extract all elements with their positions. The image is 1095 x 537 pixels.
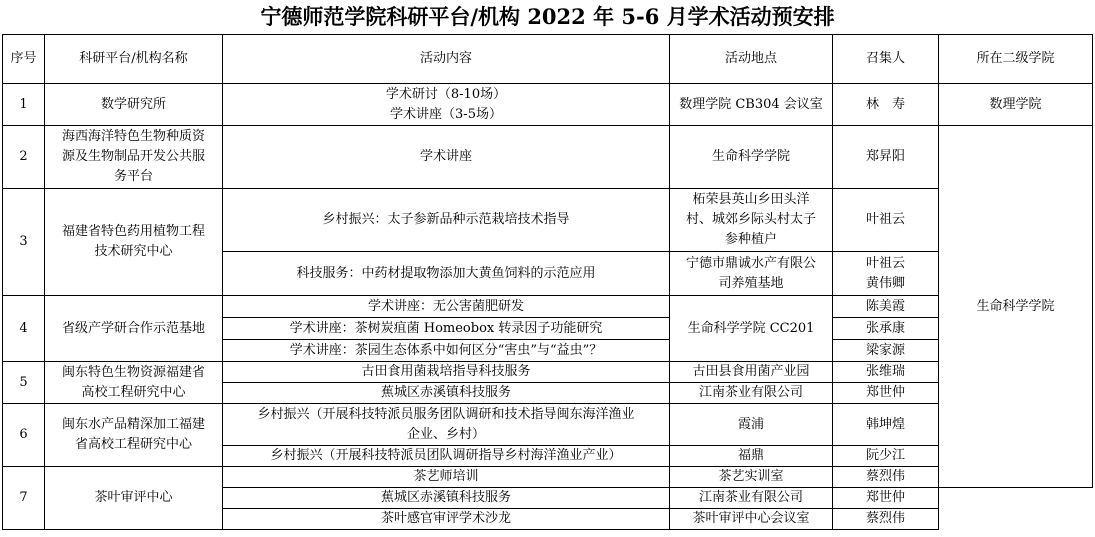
activity-location: 茶叶审评中心会议室: [670, 509, 833, 530]
activity-location: 生命科学学院: [670, 126, 833, 189]
platform-name: [45, 404, 223, 467]
row-number: 1: [3, 84, 45, 126]
platform-line: 闽东特色生物资源福建省: [61, 364, 205, 380]
activity-location: 古田县食用菌产业园: [670, 362, 833, 383]
activity-content: 学术讲座：茶树炭疽菌 Homeobox 转录因子功能研究: [223, 318, 670, 340]
activity-content: [223, 84, 670, 126]
convener: 蔡烈伟: [833, 467, 939, 488]
convener: 韩坤煌: [833, 404, 939, 446]
header-college: 所在二级学院: [939, 35, 1093, 84]
location-line: 村、城郊乡际头村太子: [685, 212, 816, 227]
activity-location: 江南茶业有限公司: [670, 383, 833, 404]
header-content: 活动内容: [223, 35, 670, 84]
table-row: [3, 189, 1093, 252]
platform-line: 海西海洋特色生物种质资: [61, 129, 205, 144]
college: 生命科学学院: [939, 126, 1093, 488]
activity-content: 乡村振兴（开展科技特派员团队调研指导乡村海洋渔业产业）: [223, 446, 670, 467]
convener: 阮少江: [833, 446, 939, 467]
header-location: 活动地点: [670, 35, 833, 84]
convener: 郑世仲: [833, 383, 939, 404]
platform-line: 技术研究中心: [94, 244, 173, 259]
activity-line: 乡村振兴（开展科技特派员服务团队调研和技术指导闽东海洋渔业: [257, 406, 635, 422]
platform-line: 福建省特色药用植物工程: [61, 224, 205, 239]
convener: [833, 252, 939, 296]
convener: 梁家源: [833, 340, 939, 362]
convener: 张维瑞: [833, 362, 939, 383]
row-number: 5: [3, 362, 45, 404]
platform-name: 省级产学研合作示范基地: [45, 296, 223, 362]
header-platform: 科研平台/机构名称: [45, 35, 223, 84]
row-number: 3: [3, 189, 45, 296]
table-row: [3, 126, 1093, 189]
activity-location: 生命科学学院 CC201: [670, 296, 833, 362]
location-line: 宁德市鼎诚水产有限公: [685, 255, 816, 271]
activity-table: [2, 34, 1093, 530]
row-number: 6: [3, 404, 45, 467]
header-no: 序号: [3, 35, 45, 84]
row-number: 7: [3, 467, 45, 530]
activity-content: [223, 404, 670, 446]
activity-content: 学术讲座：无公害菌肥研发: [223, 296, 670, 318]
header-convener: 召集人: [833, 35, 939, 84]
activity-content: 蕉城区赤溪镇科技服务: [223, 488, 670, 509]
convener: 蔡烈伟: [833, 509, 939, 530]
activity-content: 学术讲座：茶园生态体系中如何区分“害虫”与“益虫”？: [223, 340, 670, 362]
activity-line: 企业、乡村）: [406, 426, 485, 442]
activity-location: 霞浦: [670, 404, 833, 446]
convener: 郑昇阳: [833, 126, 939, 189]
activity-location: 江南茶业有限公司: [670, 488, 833, 509]
activity-location: 茶艺实训室: [670, 467, 833, 488]
activity-content: 学术讲座: [223, 126, 670, 189]
location-line: 司养殖基地: [718, 275, 784, 291]
row-number: 4: [3, 296, 45, 362]
platform-name: [45, 362, 223, 404]
activity-line: 学术讲座（3-5场）: [390, 106, 502, 122]
convener-line: 叶祖云: [865, 255, 905, 271]
activity-location: [670, 189, 833, 252]
platform-line: 高校工程研究中心: [81, 384, 186, 400]
platform-name: [45, 126, 223, 189]
table-row: [3, 404, 1093, 446]
activity-line: 学术研讨（8-10场）: [385, 86, 507, 102]
platform-line: 源及生物制品开发公共服: [61, 149, 205, 164]
location-line: 柘荣县英山乡田头洋: [692, 192, 810, 207]
convener: 陈美霞: [833, 296, 939, 318]
table-row: [3, 362, 1093, 383]
activity-location: 福鼎: [670, 446, 833, 467]
page-title: 宁德师范学院科研平台/机构 2022 年 5-6 月学术活动预安排: [260, 4, 835, 29]
row-number: 2: [3, 126, 45, 189]
table-row: [3, 467, 1093, 488]
activity-content: 古田食用菌栽培指导科技服务: [223, 362, 670, 383]
activity-content: 乡村振兴：太子参新品种示范栽培技术指导: [223, 189, 670, 252]
convener: 郑世仲: [833, 488, 939, 509]
convener: 林 寿: [833, 84, 939, 126]
platform-name: [45, 189, 223, 296]
convener: 张承康: [833, 318, 939, 340]
location-line: 参种植户: [724, 232, 777, 247]
college: 数理学院: [939, 84, 1093, 126]
activity-content: 科技服务：中药材提取物添加大黄鱼饲料的示范应用: [223, 252, 670, 296]
header-row: [3, 35, 1093, 84]
platform-line: 省高校工程研究中心: [74, 437, 192, 452]
convener: 叶祖云: [833, 189, 939, 252]
table-row: [3, 296, 1093, 318]
activity-content: 茶艺师培训: [223, 467, 670, 488]
table-row: [3, 84, 1093, 126]
activity-content: 茶叶感官审评学术沙龙: [223, 509, 670, 530]
platform-line: 闽东水产品精深加工福建: [61, 417, 205, 432]
platform-name: 数学研究所: [45, 84, 223, 126]
platform-name: 茶叶审评中心: [45, 467, 223, 530]
activity-content: 蕉城区赤溪镇科技服务: [223, 383, 670, 404]
activity-location: [670, 252, 833, 296]
activity-location: 数理学院 CB304 会议室: [670, 84, 833, 126]
convener-line: 黄伟卿: [865, 275, 905, 291]
platform-line: 务平台: [113, 169, 153, 184]
